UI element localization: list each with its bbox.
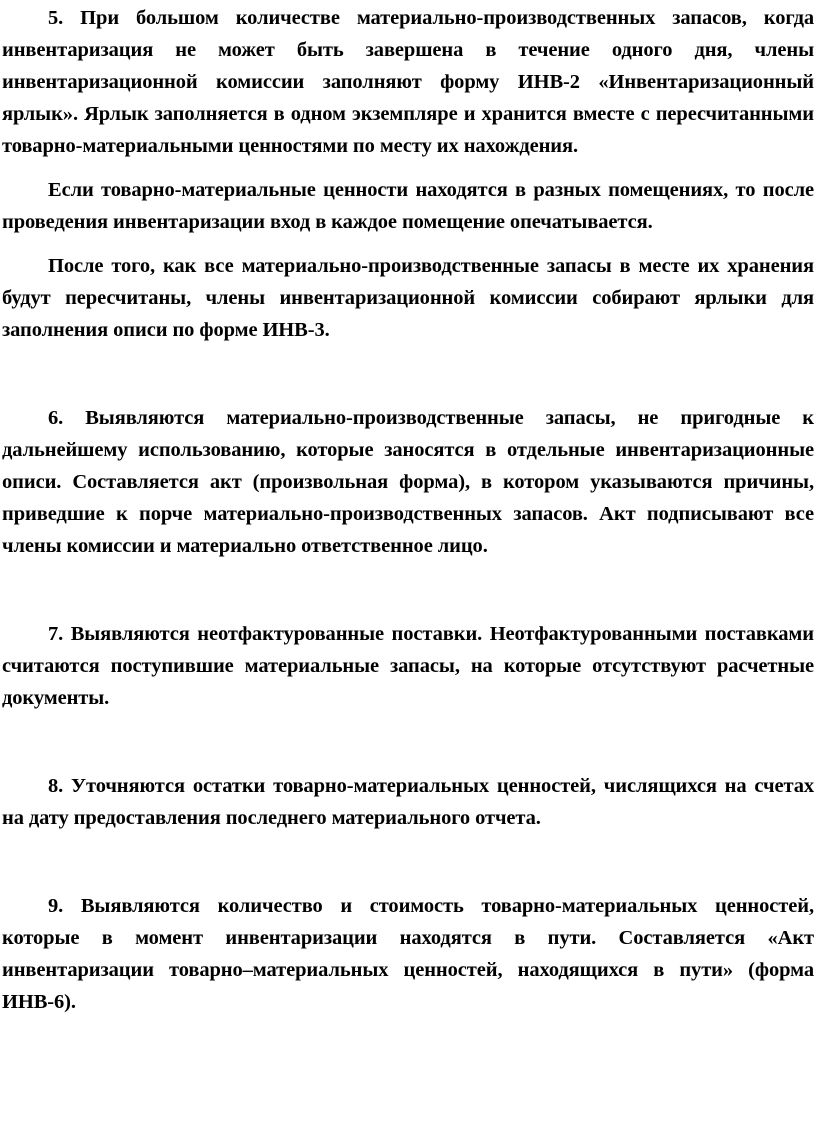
paragraph-item-7: 7. Выявляются неотфактурованные поставки. Неотфактурованными поставками считаются поступившие материальные запасы, на которые отсутствуют расчетные документы. xyxy=(2,623,814,709)
paragraph-separate-rooms: Если товарно-материальные ценности находятся в разных помещениях, то после проведения инвентаризации вход в каждое помещение опечатывается. xyxy=(2,179,814,233)
paragraph-item-5: 5. При большом количестве материально-производственных запасов, когда инвентаризация не может быть завершена в течение одного дня, члены инвентаризационной комиссии заполняют форму ИНВ-2 «Инвентаризационный ярлык». Ярлык заполняется в одном экземпляре и хранится вместе с пересчитанными товарно-материальными ценностями по месту их нахождения. xyxy=(2,7,814,157)
paragraph-item-8: 8. Уточняются остатки товарно-материальных ценностей, числящихся на счетах на дату предоставления последнего материального отчета. xyxy=(2,775,814,829)
paragraph-item-6: 6. Выявляются материально-производственные запасы, не пригодные к дальнейшему использованию, которые заносятся в отдельные инвентаризационные описи. Составляется акт (произвольная форма), в котором указываются причины, приведшие к порче материально-производственных запасов. Акт подписывают все члены комиссии и материально ответственное лицо. xyxy=(2,407,814,557)
paragraph-collect-labels: После того, как все материально-производственные запасы в месте их хранения будут пересчитаны, члены инвентаризационной комиссии собирают ярлыки для заполнения описи по форме ИНВ-3. xyxy=(2,255,814,341)
paragraph-item-9: 9. Выявляются количество и стоимость товарно-материальных ценностей, которые в момент инвентаризации находятся в пути. Составляется «Акт инвентаризации товарно–материальных ценностей, находящихся в пути» (форма ИНВ-6). xyxy=(2,895,814,1013)
